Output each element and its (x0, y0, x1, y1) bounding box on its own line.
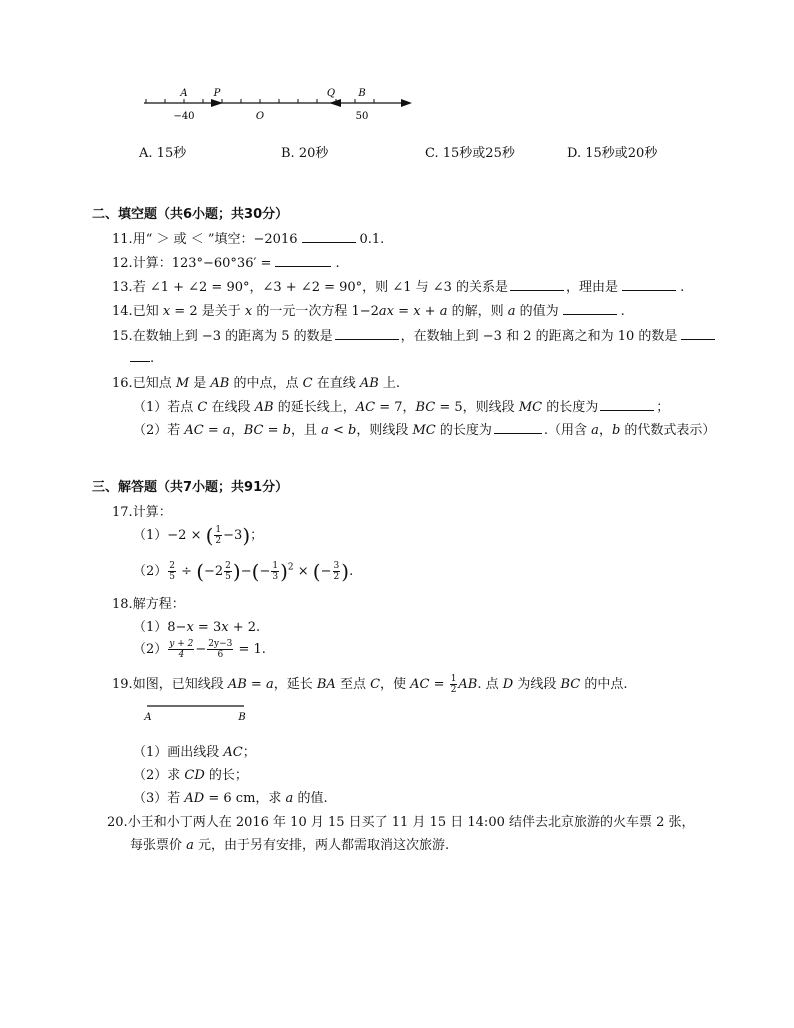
section-2-title: 二、填空题（共6小题；共30分） (92, 207, 289, 222)
number-line-figure (140, 84, 420, 124)
answer-blank (335, 327, 399, 340)
question-16: 16.已知点 M 是 AB 的中点，点 C 在直线 AB 上. (112, 376, 401, 391)
question-20-line-2: 每张票价 a 元，由于另有安排，两人都需取消这次旅游. (130, 838, 450, 853)
label-a: A (144, 712, 152, 723)
question-11: 11.用“ ＞ 或 ＜ ”填空：−2016 0.1. (112, 232, 385, 247)
question-18: 18.解方程： (112, 597, 185, 612)
segment-ab-figure (140, 700, 252, 726)
choice-d: D. 15秒或20秒 (567, 146, 658, 161)
label-a: A (180, 88, 188, 99)
label-o: O (255, 111, 265, 122)
answer-blank (622, 278, 676, 291)
choice-c: C. 15秒或25秒 (425, 146, 515, 161)
tick-50: 50 (355, 111, 369, 122)
answer-blank (510, 278, 564, 291)
question-17-part-2: （2） $\frac{2}{5}$ ÷ (−2 $\frac{2}{5}$ )−(− $\frac{1}{3}$ )$^2$ × (− $\frac{3}{2}$ ). (133, 559, 354, 584)
answer-blank (681, 327, 715, 340)
label-q: Q (326, 88, 336, 99)
choice-b: B. 20秒 (281, 146, 329, 161)
section-3-title: 三、解答题（共7小题；共91分） (92, 480, 289, 495)
question-12: 12.计算：123°−60°36′ = . (112, 256, 340, 271)
question-19: 19.如图，已知线段 AB = a，延长 BA 至点 C，使 AC = $\frac{1}{2}$ AB. 点 D 为线段 BC 的中点. (112, 674, 628, 695)
question-13: 13.若 ∠1 + ∠2 = 90°，∠3 + ∠2 = 90°，则 ∠1 与 ∠3 的关系是 ，理由是 . (112, 280, 685, 295)
question-18-part-2: （2） $\frac{y + 2}{4}$ − $\frac{2y-3}{6}$ = 1. (133, 639, 266, 660)
label-b: B (358, 88, 366, 99)
question-16-part-1: （1）若点 C 在线段 AB 的延长线上，AC = 7，BC = 5，则线段 MC 的长度为 ； (133, 400, 670, 415)
question-15-continued: . (130, 349, 154, 366)
label-p: P (213, 88, 221, 99)
question-19-part-1: （1）画出线段 AC； (133, 745, 256, 760)
answer-blank (275, 254, 331, 267)
point-p-arrow (211, 99, 223, 107)
point-q-arrow (329, 99, 341, 107)
question-19-part-2: （2）求 CD 的长； (133, 768, 248, 783)
question-17-part-1: （1）−2 × ( $\frac{1}{2}$ −3)； (133, 523, 264, 548)
answer-blank (494, 421, 542, 434)
question-15: 15.在数轴上到 −3 的距离为 5 的数是 ，在数轴上到 −3 和 2 的距离之和为 10 的数是 (112, 325, 715, 344)
choice-a: A. 15秒 (139, 146, 187, 161)
answer-blank (563, 302, 617, 315)
question-18-part-1: （1）8−x = 3x + 2. (133, 620, 261, 635)
question-19-part-3: （3）若 AD = 6 cm，求 a 的值. (133, 791, 328, 806)
question-17: 17.计算： (112, 505, 172, 520)
answer-blank (600, 398, 654, 411)
question-20: 20.小王和小丁两人在 2016 年 10 月 15 日买了 11 月 15 日 14:00 结伴去北京旅游的火车票 2 张， (107, 815, 695, 830)
question-14: 14.已知 x = 2 是关于 x 的一元一次方程 1−2ax = x + a 的解，则 a 的值为 . (112, 304, 625, 319)
tick-minus-40: −40 (173, 111, 195, 122)
question-16-part-2: （2）若 AC = a，BC = b，且 a < b，则线段 MC 的长度为 .（用含 a，b 的代数式表示） (133, 423, 716, 438)
label-b: B (238, 712, 246, 723)
answer-blank (130, 349, 150, 362)
answer-blank (302, 230, 356, 243)
